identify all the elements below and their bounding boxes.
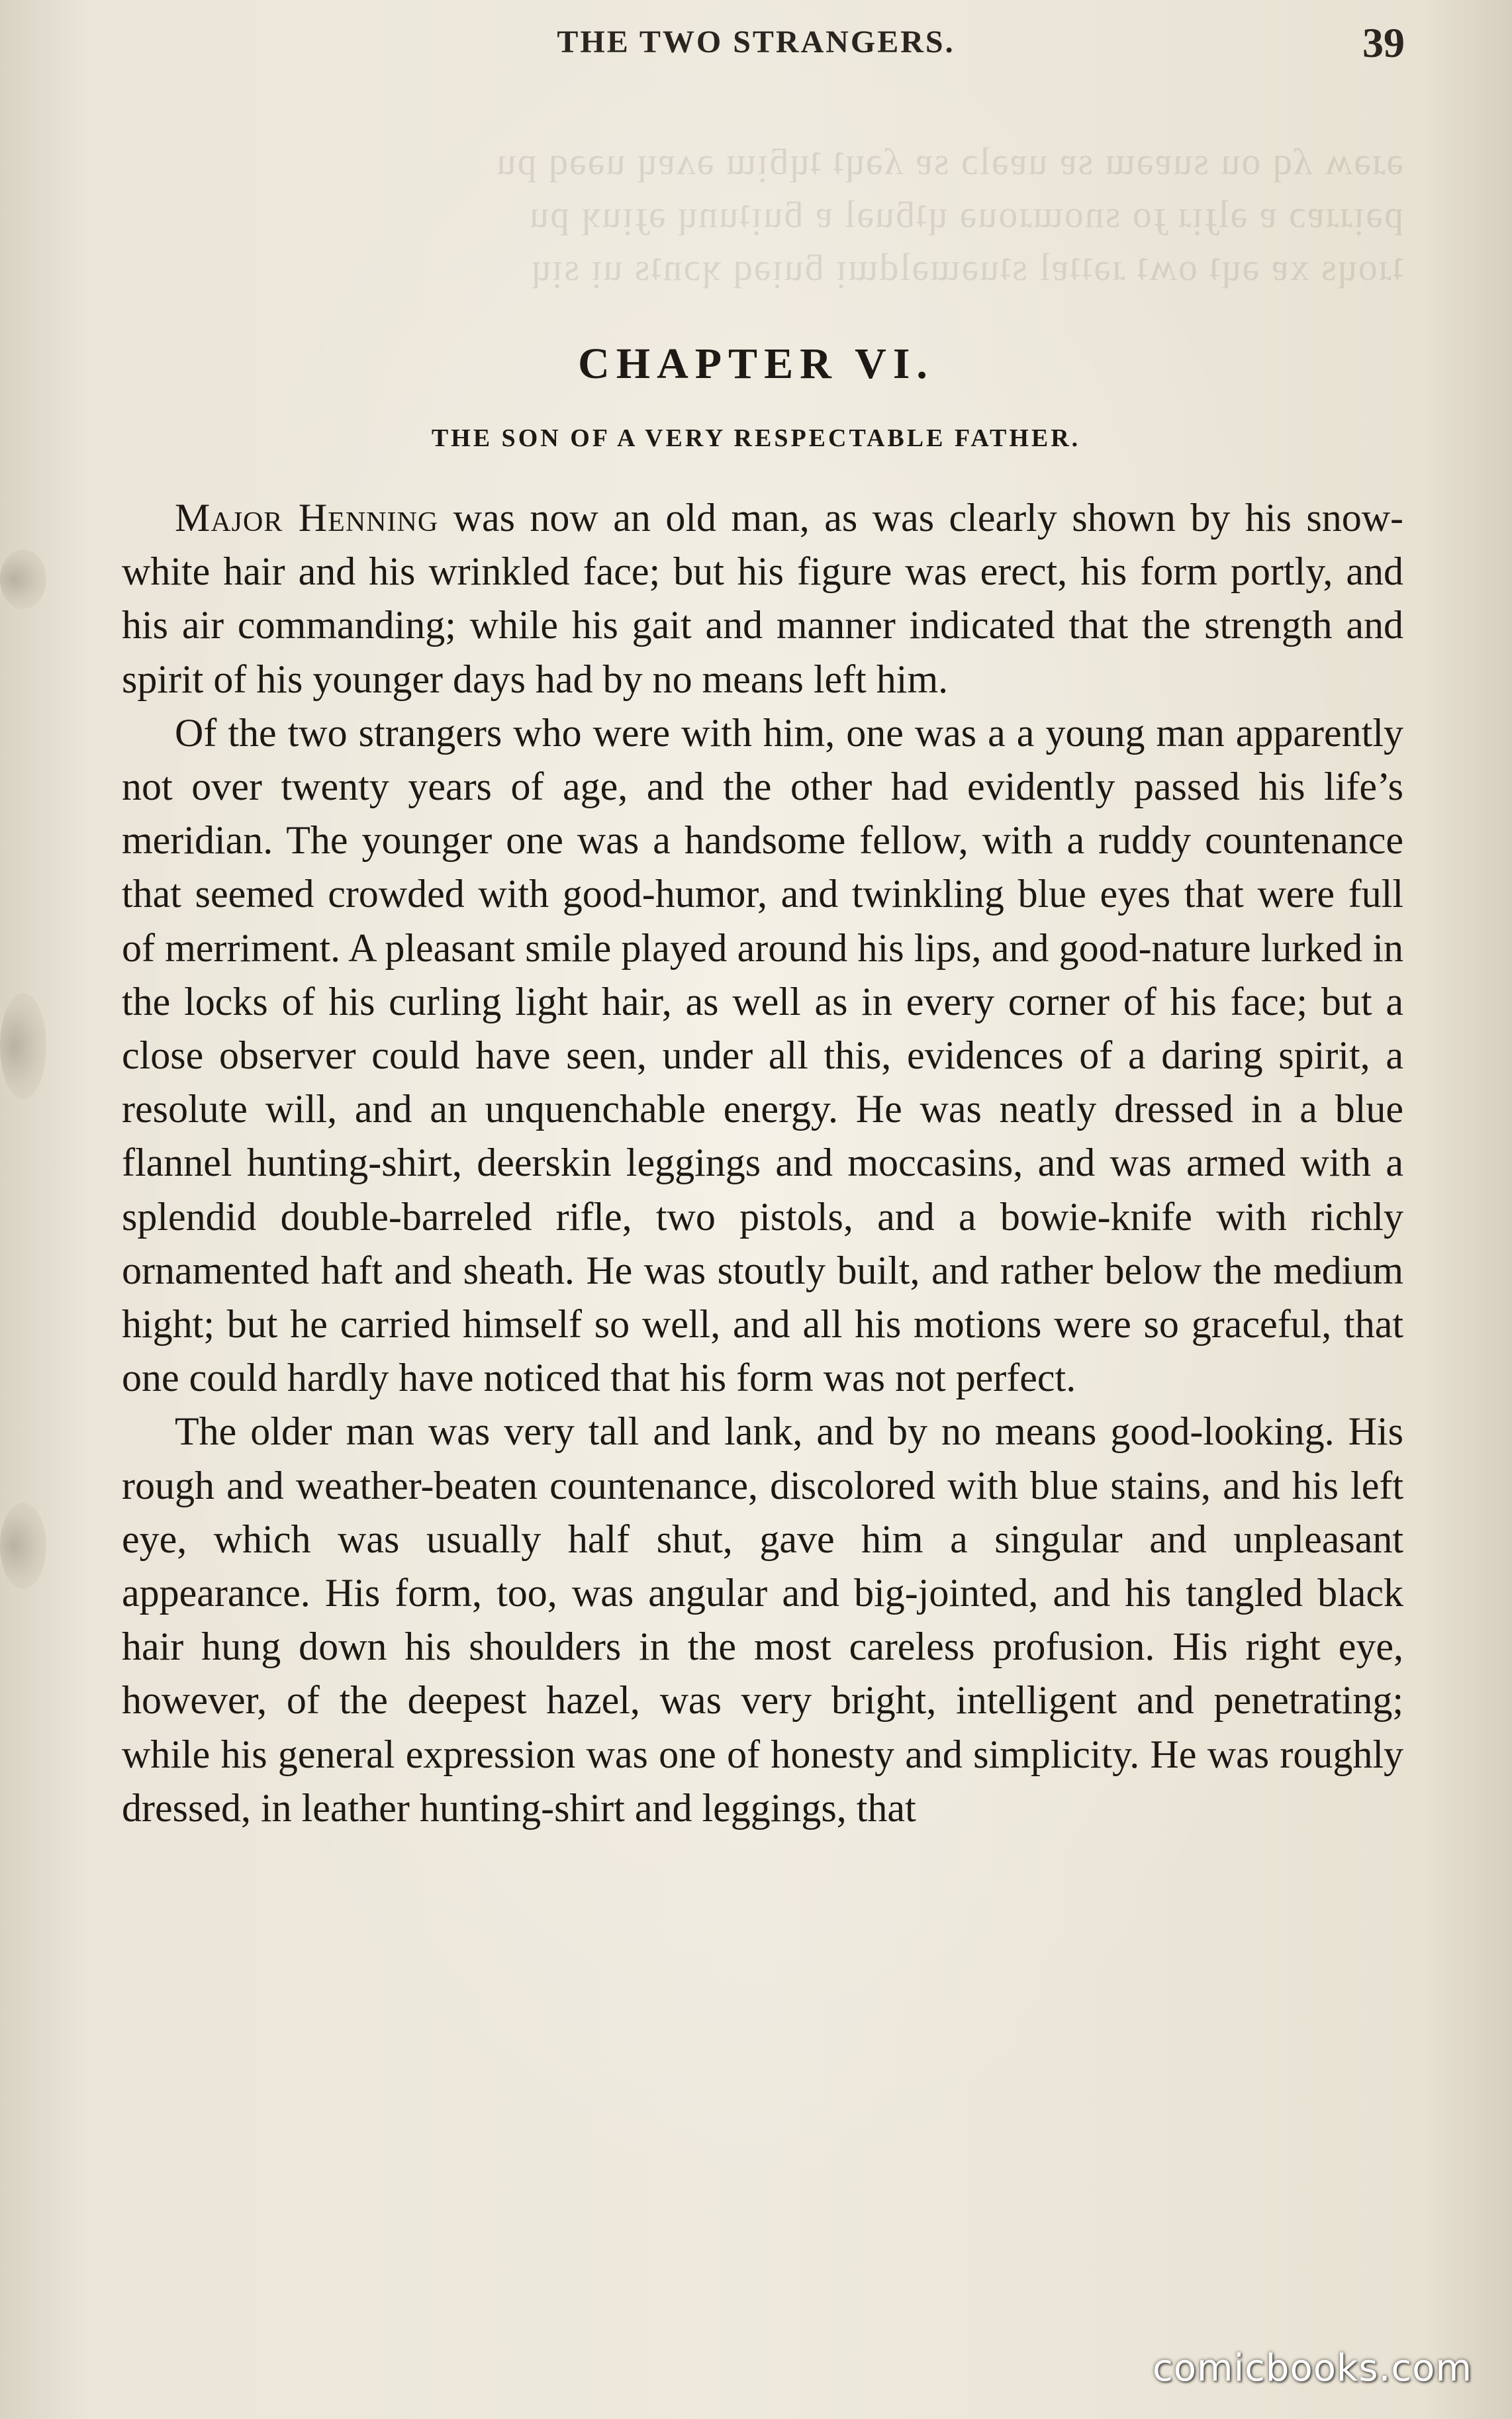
paragraph: [122, 706, 1403, 1405]
running-head: [0, 19, 1512, 78]
binding-hole-bottom: [0, 1503, 46, 1589]
paragraph-text: was now an old man, as was clearly shown by his snow-white hair and his wrinkled face; but his figure was erect, his form portly, and his air commanding; while his gait and manner indicated that the strength and spirit of his younger days had by no means left him.: [122, 496, 1404, 701]
show-through-text: pǝᴉɹɹɐɔ ɐ ǝlɟᴉɹ ɟo snoɯɹouǝ ɥʇƃuǝl ɐ ƃuᴉʇunɥ ǝɟᴉuʞ pu: [528, 193, 1403, 236]
paragraph-lead: Major Henning: [175, 496, 439, 540]
page-number: 39: [1362, 19, 1405, 66]
chapter-subtitle: THE SON OF A VERY RESPECTABLE FATHER.: [431, 424, 1081, 452]
watermark: comicbooks.com: [1152, 2347, 1472, 2390]
paragraph: [122, 1405, 1403, 1835]
paragraph: [122, 491, 1403, 706]
show-through-text: ǝɹǝʍ ʎq ou suɐǝɯ sɐ uɐǝlɔ sɐ ʎǝɥʇ ʇɥƃᴉɯ ǝʌɐɥ uǝǝq pu: [495, 140, 1403, 183]
running-head-title: THE TWO STRANGERS.: [557, 24, 955, 60]
binding-hole-top: [0, 549, 46, 609]
paragraph-text: The older man was very tall and lank, and by no means good-looking. His rough and weather-beaten countenance, discolored with blue stains, and his left eye, which was usually half shut, gave him a singular and unpleasant appearance. His form, too, was angular and big-jointed, and his tangled black hair hung down his shoulders in the most careless profusion. His right eye, however, of the deepest hazel, was very bright, intelligent and penetrating; while his general expression was one of honesty and simplicity. He was roughly dressed, in leather hunting-shirt and leggings, that: [122, 1409, 1403, 1830]
paragraph-text: Of the two strangers who were with him, one was a a young man apparently not over twenty years of age, and the other had evidently passed his life’s meridian. The younger one was a handsome fellow, with a ruddy countenance that seemed crowded with good-humor, and twinkling blue eyes that were full of merriment. A pleasant smile played around his lips, and good-nature lurked in the locks of his curling light hair, as well as in every corner of his face; but a close observer could have seen, under all this, evidences of a daring spirit, a resolute will, and an unquenchable energy. He was neatly dressed in a blue flannel hunting-shirt, deerskin leggings and moccasins, and was armed with a splendid double-barreled rifle, two pistols, and a bowie-knife with richly ornamented haft and sheath. He was stoutly built, and rather below the medium hight; but he carried himself so well, and all his motions were so graceful, that one could hardly have noticed that his form was not perfect.: [122, 710, 1403, 1400]
chapter-heading: CHAPTER VI.: [578, 340, 934, 388]
binding-hole-middle: [0, 993, 46, 1099]
show-through-text: ʇɹoɥs xɐ ǝɥʇ oʍʇ ɹǝʇʇɐl sʇuǝɯǝldɯᴉ ƃuᴉǝq ʞɔnʇs uᴉ sᴉɥ: [530, 246, 1403, 289]
body-text: [122, 491, 1403, 1835]
